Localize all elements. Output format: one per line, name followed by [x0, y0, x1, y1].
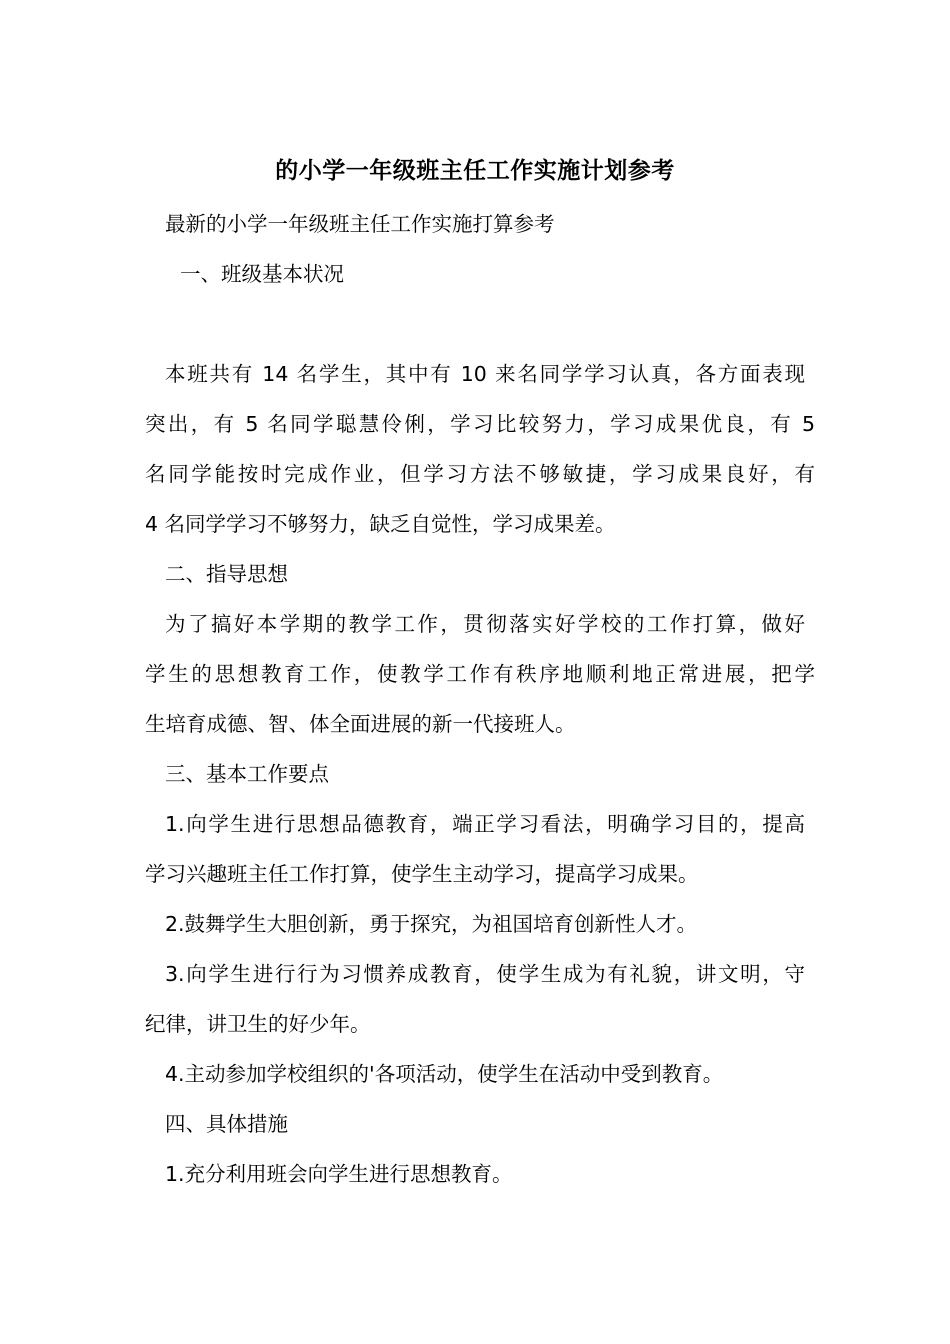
- list-item-line: 3.向学生进行行为习惯养成教育，使学生成为有礼貌，讲文明，守: [165, 962, 805, 986]
- list-item-line: 1.充分利用班会向学生进行思想教育。: [165, 1162, 513, 1186]
- subtitle-line: 最新的小学一年级班主任工作实施打算参考: [165, 212, 555, 236]
- section-heading-4: 四、具体措施: [165, 1112, 288, 1136]
- section-heading-2: 二、指导思想: [165, 562, 288, 586]
- section-heading-1: 一、班级基本状况: [180, 262, 344, 286]
- paragraph-line: 学生的思想教育工作，使教学工作有秩序地顺利地正常进展，把学: [145, 662, 815, 686]
- list-item-line: 学习兴趣班主任工作打算，使学生主动学习，提高学习成果。: [145, 862, 699, 886]
- list-item-line: 2.鼓舞学生大胆创新，勇于探究，为祖国培育创新性人才。: [165, 912, 698, 936]
- document-title: 的小学一年级班主任工作实施计划参考: [275, 158, 675, 184]
- paragraph-line: 本班共有 14 名学生，其中有 10 来名同学学习认真，各方面表现: [165, 362, 805, 386]
- list-item-line: 4.主动参加学校组织的'各项活动，使学生在活动中受到教育。: [165, 1062, 724, 1086]
- paragraph-line: 4 名同学学习不够努力，缺乏自觉性，学习成果差。: [145, 512, 616, 536]
- list-item-line: 1.向学生进行思想品德教育，端正学习看法，明确学习目的，提高: [165, 812, 805, 836]
- section-heading-3: 三、基本工作要点: [165, 762, 329, 786]
- list-item-line: 纪律，讲卫生的好少年。: [145, 1012, 371, 1036]
- paragraph-line: 为了搞好本学期的教学工作，贯彻落实好学校的工作打算，做好: [165, 612, 805, 636]
- paragraph-line: 生培育成德、智、体全面进展的新一代接班人。: [145, 712, 576, 736]
- paragraph-line: 突出，有 5 名同学聪慧伶俐，学习比较努力，学习成果优良，有 5: [145, 412, 815, 436]
- paragraph-line: 名同学能按时完成作业，但学习方法不够敏捷，学习成果良好，有: [145, 462, 815, 486]
